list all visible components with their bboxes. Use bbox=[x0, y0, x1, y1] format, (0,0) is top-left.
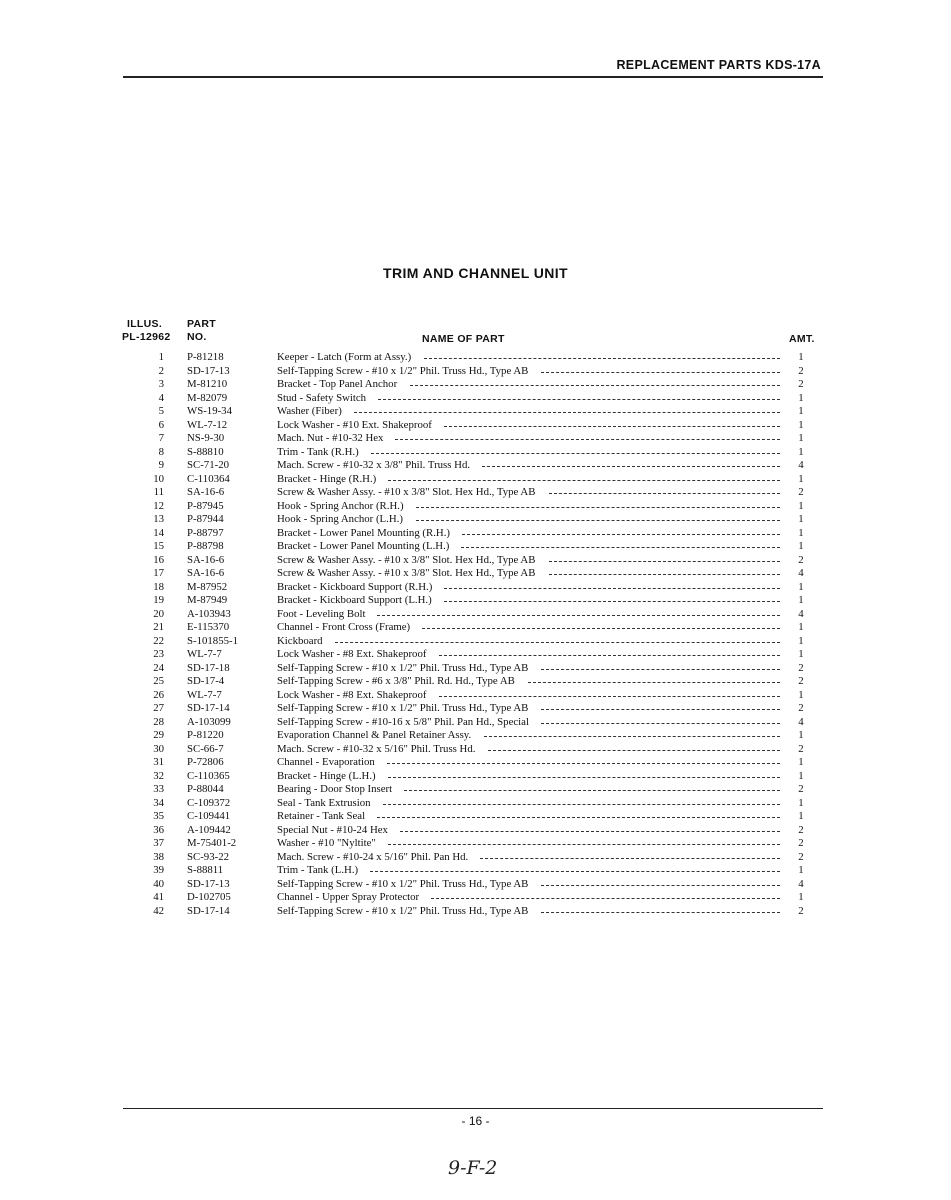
amount: 2 bbox=[798, 661, 804, 674]
col-head-amt: AMT. bbox=[789, 333, 815, 345]
illus-number: 4 bbox=[158, 391, 164, 404]
amount: 2 bbox=[798, 364, 804, 377]
part-number: P-87944 bbox=[187, 513, 224, 525]
table-row bbox=[0, 864, 951, 878]
part-name: Self-Tapping Screw - #10 x 1/2" Phil. Truss Hd., Type AB bbox=[277, 364, 529, 377]
table-row bbox=[0, 905, 951, 919]
table-row bbox=[0, 581, 951, 595]
part-name: Keeper - Latch (Form at Assy.) bbox=[277, 351, 412, 363]
amount: 1 bbox=[798, 688, 804, 701]
illus-number: 28 bbox=[153, 715, 164, 728]
amount: 1 bbox=[798, 513, 804, 525]
part-name: Bracket - Hinge (L.H.) bbox=[277, 769, 376, 782]
amount: 4 bbox=[798, 567, 804, 579]
amount: 1 bbox=[798, 864, 804, 876]
leader-dashes bbox=[439, 655, 780, 656]
part-name: Foot - Leveling Bolt bbox=[277, 607, 366, 620]
handwritten-note: 9-F-2 bbox=[448, 1157, 498, 1179]
illus-number: 33 bbox=[153, 783, 164, 795]
leader-dashes bbox=[377, 817, 780, 818]
part-number: SA-16-6 bbox=[187, 567, 225, 579]
section-title: TRIM AND CHANNEL UNIT bbox=[383, 265, 568, 281]
illus-number: 27 bbox=[153, 702, 164, 714]
part-number: D-102705 bbox=[187, 891, 231, 903]
leader-dashes bbox=[387, 763, 780, 764]
illus-number: 12 bbox=[153, 499, 164, 512]
amount: 1 bbox=[798, 472, 804, 485]
part-number: SD-17-13 bbox=[187, 364, 230, 377]
table-row bbox=[0, 351, 951, 365]
leader-dashes bbox=[410, 385, 780, 386]
part-name: Channel - Front Cross (Frame) bbox=[277, 621, 411, 633]
leader-dashes bbox=[395, 439, 780, 440]
table-row bbox=[0, 540, 951, 554]
leader-dashes bbox=[444, 426, 780, 427]
amount: 1 bbox=[798, 391, 804, 404]
illus-number: 32 bbox=[153, 769, 164, 782]
part-name: Mach. Nut - #10-32 Hex bbox=[277, 432, 384, 444]
part-name: Self-Tapping Screw - #10-16 x 5/8" Phil. Pan Hd., Special bbox=[277, 715, 529, 728]
amount: 2 bbox=[798, 702, 804, 714]
leader-dashes bbox=[541, 669, 780, 670]
table-row bbox=[0, 797, 951, 811]
table-row bbox=[0, 783, 951, 797]
part-number: NS-9-30 bbox=[187, 432, 225, 444]
illus-number: 8 bbox=[158, 445, 164, 458]
leader-dashes bbox=[528, 682, 780, 683]
part-name: Evaporation Channel & Panel Retainer Assy. bbox=[277, 729, 472, 741]
amount: 2 bbox=[798, 823, 804, 836]
leader-dashes bbox=[371, 453, 780, 454]
illus-number: 18 bbox=[153, 580, 164, 593]
part-name: Bracket - Kickboard Support (L.H.) bbox=[277, 594, 432, 606]
part-number: C-109441 bbox=[187, 810, 231, 822]
leader-dashes bbox=[422, 628, 780, 629]
amount: 2 bbox=[798, 837, 804, 849]
part-name: Mach. Screw - #10-32 x 3/8" Phil. Truss Hd. bbox=[277, 459, 471, 471]
table-row bbox=[0, 473, 951, 487]
part-name: Screw & Washer Assy. - #10 x 3/8" Slot. Hex Hd., Type AB bbox=[277, 553, 536, 566]
part-name: Mach. Screw - #10-32 x 5/16" Phil. Truss Hd. bbox=[277, 742, 476, 755]
amount: 4 bbox=[798, 715, 804, 728]
amount: 1 bbox=[798, 756, 804, 768]
part-number: M-81210 bbox=[187, 378, 228, 390]
table-row bbox=[0, 716, 951, 730]
part-number: A-103943 bbox=[187, 607, 231, 620]
illus-number: 10 bbox=[153, 472, 164, 485]
amount: 1 bbox=[798, 594, 804, 606]
part-name: Self-Tapping Screw - #10 x 1/2" Phil. Truss Hd., Type AB bbox=[277, 702, 529, 714]
leader-dashes bbox=[335, 642, 780, 643]
leader-dashes bbox=[431, 898, 780, 899]
table-row bbox=[0, 567, 951, 581]
illus-number: 2 bbox=[158, 364, 164, 377]
illus-number: 24 bbox=[153, 661, 164, 674]
page-number: - 16 - bbox=[461, 1114, 490, 1128]
part-name: Self-Tapping Screw - #10 x 1/2" Phil. Truss Hd., Type AB bbox=[277, 904, 529, 917]
part-number: WL-7-7 bbox=[187, 648, 222, 660]
amount: 1 bbox=[798, 540, 804, 552]
part-name: Bearing - Door Stop Insert bbox=[277, 783, 393, 795]
part-number: P-72806 bbox=[187, 756, 224, 768]
part-number: M-87949 bbox=[187, 594, 228, 606]
part-number: WL-7-12 bbox=[187, 418, 228, 431]
part-name: Hook - Spring Anchor (R.H.) bbox=[277, 499, 404, 512]
amount: 1 bbox=[798, 405, 804, 417]
part-number: SD-17-14 bbox=[187, 702, 230, 714]
amount: 1 bbox=[798, 351, 804, 363]
amount: 1 bbox=[798, 445, 804, 458]
illus-number: 23 bbox=[153, 648, 164, 660]
table-row bbox=[0, 729, 951, 743]
part-name: Screw & Washer Assy. - #10 x 3/8" Slot. Hex Hd., Type AB bbox=[277, 486, 536, 498]
illus-number: 31 bbox=[153, 756, 164, 768]
illus-number: 22 bbox=[153, 634, 164, 647]
leader-dashes bbox=[462, 534, 780, 535]
illus-number: 5 bbox=[158, 405, 164, 417]
leader-dashes bbox=[388, 844, 780, 845]
amount: 4 bbox=[798, 877, 804, 890]
amount: 1 bbox=[798, 769, 804, 782]
part-name: Washer - #10 "Nyltite" bbox=[277, 837, 376, 849]
part-number: S-88811 bbox=[187, 864, 224, 876]
illus-number: 21 bbox=[153, 621, 164, 633]
leader-dashes bbox=[400, 831, 780, 832]
part-name: Washer (Fiber) bbox=[277, 405, 342, 417]
amount: 2 bbox=[798, 904, 804, 917]
leader-dashes bbox=[383, 804, 780, 805]
table-row bbox=[0, 662, 951, 676]
illus-number: 1 bbox=[158, 351, 164, 363]
part-number: M-82079 bbox=[187, 391, 228, 404]
part-name: Trim - Tank (L.H.) bbox=[277, 864, 359, 876]
part-name: Self-Tapping Screw - #10 x 1/2" Phil. Truss Hd., Type AB bbox=[277, 877, 529, 890]
amount: 2 bbox=[798, 553, 804, 566]
part-number: M-75401-2 bbox=[187, 837, 237, 849]
table-row bbox=[0, 486, 951, 500]
table-row bbox=[0, 554, 951, 568]
leader-dashes bbox=[416, 520, 780, 521]
leader-dashes bbox=[541, 372, 780, 373]
leader-dashes bbox=[482, 466, 780, 467]
table-row bbox=[0, 594, 951, 608]
illus-number: 26 bbox=[153, 688, 164, 701]
table-row bbox=[0, 405, 951, 419]
part-number: SA-16-6 bbox=[187, 553, 225, 566]
leader-dashes bbox=[424, 358, 780, 359]
part-number: SA-16-6 bbox=[187, 486, 225, 498]
amount: 1 bbox=[798, 810, 804, 822]
part-name: Stud - Safety Switch bbox=[277, 391, 367, 404]
illus-number: 9 bbox=[158, 459, 164, 471]
amount: 1 bbox=[798, 729, 804, 741]
col-head-part-no: NO. bbox=[187, 331, 207, 343]
table-row bbox=[0, 419, 951, 433]
part-number: C-110365 bbox=[187, 769, 230, 782]
leader-dashes bbox=[444, 601, 780, 602]
leader-dashes bbox=[444, 588, 780, 589]
illus-number: 40 bbox=[153, 877, 164, 890]
part-number: WL-7-7 bbox=[187, 688, 222, 701]
part-number: SD-17-4 bbox=[187, 675, 225, 687]
table-row bbox=[0, 432, 951, 446]
illus-number: 13 bbox=[153, 513, 164, 525]
table-row bbox=[0, 756, 951, 770]
part-name: Retainer - Tank Seal bbox=[277, 810, 366, 822]
leader-dashes bbox=[484, 736, 780, 737]
part-number: P-87945 bbox=[187, 499, 224, 512]
part-number: A-109442 bbox=[187, 823, 231, 836]
table-row bbox=[0, 527, 951, 541]
table-row bbox=[0, 365, 951, 379]
part-number: SC-71-20 bbox=[187, 459, 229, 471]
leader-dashes bbox=[354, 412, 780, 413]
illus-number: 34 bbox=[153, 796, 164, 809]
col-head-illus-ref: PL-12962 bbox=[122, 331, 171, 343]
table-row bbox=[0, 378, 951, 392]
col-head-name: NAME OF PART bbox=[422, 333, 505, 345]
table-row bbox=[0, 635, 951, 649]
part-number: A-103099 bbox=[187, 715, 231, 728]
leader-dashes bbox=[541, 723, 780, 724]
leader-dashes bbox=[549, 574, 780, 575]
leader-dashes bbox=[461, 547, 780, 548]
amount: 4 bbox=[798, 607, 804, 620]
part-name: Kickboard bbox=[277, 634, 323, 647]
illus-number: 19 bbox=[153, 594, 164, 606]
part-number: S-101855-1 bbox=[187, 634, 238, 647]
part-name: Self-Tapping Screw - #10 x 1/2" Phil. Truss Hd., Type AB bbox=[277, 661, 529, 674]
illus-number: 6 bbox=[158, 418, 164, 431]
table-row bbox=[0, 621, 951, 635]
part-name: Bracket - Top Panel Anchor bbox=[277, 378, 398, 390]
leader-dashes bbox=[378, 399, 780, 400]
part-name: Mach. Screw - #10-24 x 5/16" Phil. Pan Hd. bbox=[277, 850, 469, 863]
amount: 1 bbox=[798, 891, 804, 903]
amount: 1 bbox=[798, 432, 804, 444]
leader-dashes bbox=[388, 777, 780, 778]
amount: 1 bbox=[798, 621, 804, 633]
part-number: C-109372 bbox=[187, 796, 231, 809]
leader-dashes bbox=[416, 507, 780, 508]
amount: 1 bbox=[798, 580, 804, 593]
part-name: Hook - Spring Anchor (L.H.) bbox=[277, 513, 403, 525]
illus-number: 11 bbox=[153, 486, 164, 498]
part-name: Bracket - Lower Panel Mounting (L.H.) bbox=[277, 540, 450, 552]
illus-number: 14 bbox=[153, 526, 164, 539]
leader-dashes bbox=[541, 912, 780, 913]
header-rule bbox=[123, 76, 823, 78]
table-row bbox=[0, 513, 951, 527]
illus-number: 35 bbox=[153, 810, 164, 822]
table-row bbox=[0, 648, 951, 662]
amount: 1 bbox=[798, 796, 804, 809]
leader-dashes bbox=[488, 750, 780, 751]
part-name: Channel - Evaporation bbox=[277, 756, 375, 768]
illus-number: 15 bbox=[153, 540, 164, 552]
illus-number: 7 bbox=[158, 432, 164, 444]
part-number: S-88810 bbox=[187, 445, 224, 458]
part-number: SD-17-18 bbox=[187, 661, 230, 674]
table-row bbox=[0, 446, 951, 460]
amount: 2 bbox=[798, 783, 804, 795]
part-name: Trim - Tank (R.H.) bbox=[277, 445, 359, 458]
amount: 1 bbox=[798, 526, 804, 539]
amount: 2 bbox=[798, 675, 804, 687]
part-name: Lock Washer - #8 Ext. Shakeproof bbox=[277, 648, 427, 660]
parts-list bbox=[0, 351, 951, 918]
table-row bbox=[0, 878, 951, 892]
illus-number: 20 bbox=[153, 607, 164, 620]
part-number: E-115370 bbox=[187, 621, 230, 633]
part-number: M-87952 bbox=[187, 580, 228, 593]
illus-number: 37 bbox=[153, 837, 164, 849]
leader-dashes bbox=[549, 561, 780, 562]
table-row bbox=[0, 824, 951, 838]
table-row bbox=[0, 743, 951, 757]
leader-dashes bbox=[541, 709, 780, 710]
table-row bbox=[0, 891, 951, 905]
amount: 2 bbox=[798, 378, 804, 390]
amount: 2 bbox=[798, 742, 804, 755]
part-number: SD-17-14 bbox=[187, 904, 230, 917]
part-number: C-110364 bbox=[187, 472, 230, 485]
illus-number: 3 bbox=[158, 378, 164, 390]
part-name: Bracket - Lower Panel Mounting (R.H.) bbox=[277, 526, 451, 539]
table-row bbox=[0, 500, 951, 514]
page-header-title: REPLACEMENT PARTS KDS-17A bbox=[616, 58, 821, 72]
leader-dashes bbox=[370, 871, 780, 872]
part-number: SC-66-7 bbox=[187, 742, 224, 755]
part-number: WS-19-34 bbox=[187, 405, 232, 417]
col-head-illus: ILLUS. bbox=[127, 318, 163, 330]
amount: 1 bbox=[798, 634, 804, 647]
table-row bbox=[0, 675, 951, 689]
part-number: P-88044 bbox=[187, 783, 224, 795]
leader-dashes bbox=[549, 493, 780, 494]
leader-dashes bbox=[404, 790, 780, 791]
illus-number: 30 bbox=[153, 742, 164, 755]
illus-number: 17 bbox=[153, 567, 164, 579]
amount: 1 bbox=[798, 418, 804, 431]
amount: 2 bbox=[798, 486, 804, 498]
illus-number: 36 bbox=[153, 823, 164, 836]
illus-number: 42 bbox=[153, 904, 164, 917]
part-number: P-81218 bbox=[187, 351, 224, 363]
part-number: P-88798 bbox=[187, 540, 224, 552]
part-name: Bracket - Kickboard Support (R.H.) bbox=[277, 580, 433, 593]
illus-number: 16 bbox=[153, 553, 164, 566]
part-name: Self-Tapping Screw - #6 x 3/8" Phil. Rd. Hd., Type AB bbox=[277, 675, 515, 687]
table-row bbox=[0, 770, 951, 784]
amount: 1 bbox=[798, 499, 804, 512]
table-row bbox=[0, 459, 951, 473]
part-name: Special Nut - #10-24 Hex bbox=[277, 823, 388, 836]
illus-number: 39 bbox=[153, 864, 164, 876]
table-row bbox=[0, 837, 951, 851]
part-number: SD-17-13 bbox=[187, 877, 230, 890]
leader-dashes bbox=[480, 858, 780, 859]
leader-dashes bbox=[377, 615, 780, 616]
amount: 2 bbox=[798, 850, 804, 863]
illus-number: 25 bbox=[153, 675, 164, 687]
part-number: P-81220 bbox=[187, 729, 224, 741]
table-row bbox=[0, 689, 951, 703]
part-name: Lock Washer - #10 Ext. Shakeproof bbox=[277, 418, 432, 431]
illus-number: 38 bbox=[153, 850, 164, 863]
col-head-part: PART bbox=[187, 318, 217, 330]
part-number: P-88797 bbox=[187, 526, 224, 539]
illus-number: 29 bbox=[153, 729, 164, 741]
amount: 1 bbox=[798, 648, 804, 660]
footer-rule bbox=[123, 1108, 823, 1109]
part-name: Screw & Washer Assy. - #10 x 3/8" Slot. Hex Hd., Type AB bbox=[277, 567, 536, 579]
part-name: Seal - Tank Extrusion bbox=[277, 796, 371, 809]
leader-dashes bbox=[388, 480, 780, 481]
leader-dashes bbox=[439, 696, 780, 697]
table-row bbox=[0, 851, 951, 865]
part-name: Bracket - Hinge (R.H.) bbox=[277, 472, 377, 485]
part-number: SC-93-22 bbox=[187, 850, 229, 863]
table-row bbox=[0, 810, 951, 824]
part-name: Channel - Upper Spray Protector bbox=[277, 891, 420, 903]
illus-number: 41 bbox=[153, 891, 164, 903]
table-row bbox=[0, 608, 951, 622]
table-row bbox=[0, 392, 951, 406]
leader-dashes bbox=[541, 885, 780, 886]
table-row bbox=[0, 702, 951, 716]
amount: 4 bbox=[798, 459, 804, 471]
part-name: Lock Washer - #8 Ext. Shakeproof bbox=[277, 688, 427, 701]
